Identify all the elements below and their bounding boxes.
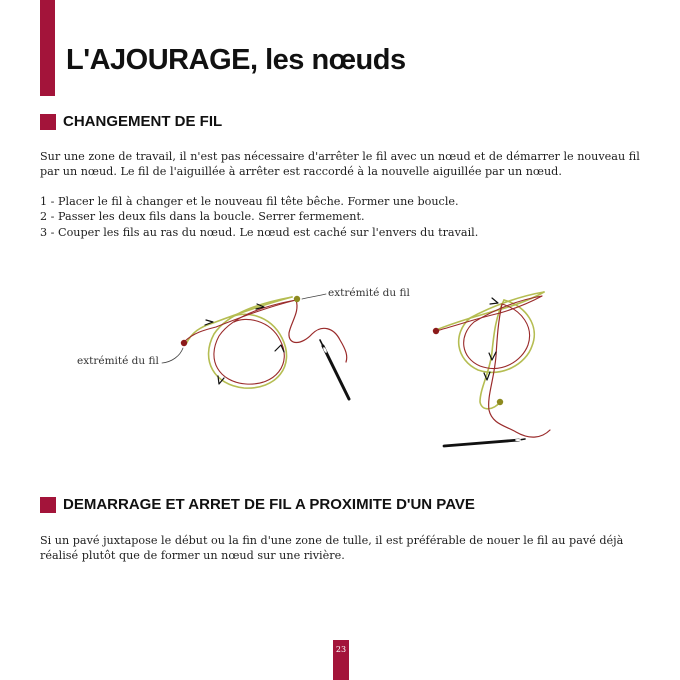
page-title: L'AJOURAGE, les nœuds <box>66 44 406 76</box>
fig2-red-down <box>489 304 550 437</box>
page-number: 23 <box>335 645 347 654</box>
section-marker <box>40 497 56 513</box>
old-thread-left <box>184 300 296 342</box>
needle-1 <box>323 346 349 399</box>
section-heading-demarrage: DEMARRAGE ET ARRET DE FIL A PROXIMITE D'UN PAVE <box>63 496 475 513</box>
section-intro-changement: Sur une zone de travail, il n'est pas nécessaire d'arrêter le fil avec un nœud et de démarrer le nouveau fil par un nœud. Le fil de l'aiguillée à arrêter est raccordé à la nouvelle aiguillée par un nœud. <box>40 150 640 178</box>
label-leader-top <box>302 294 326 299</box>
thread-end-red <box>181 340 187 346</box>
needle-1-tip <box>320 340 323 346</box>
fig2-thread-end-red <box>433 328 439 334</box>
section-intro-demarrage: Si un pavé juxtapose le début ou la fin d'une zone de tulle, il est préférable de nouer le fil au pavé déjà réalisé plutôt que de former un nœud sur une rivière. <box>40 534 624 562</box>
step-3: 3 - Couper les fils au ras du nœud. Le nœud est caché sur l'envers du travail. <box>40 226 479 239</box>
figure-label-left: extrémité du fil <box>77 355 159 367</box>
new-thread-loop <box>209 297 292 388</box>
needle-2 <box>444 440 519 446</box>
step-2: 2 - Passer les deux fils dans la boucle. Serrer fermement. <box>40 210 365 223</box>
fig2-arrow-1 <box>490 298 498 304</box>
section-heading-changement: CHANGEMENT DE FIL <box>63 113 223 130</box>
fig2-olive-left <box>436 292 544 330</box>
step-1: 1 - Placer le fil à changer et le nouveau fil tête bêche. Former une boucle. <box>40 195 459 208</box>
figure-label-top: extrémité du fil <box>328 287 410 299</box>
thread-end-olive <box>294 296 300 302</box>
fig2-thread-end-olive <box>497 399 503 405</box>
old-thread-tail <box>289 300 347 362</box>
fig2-red-loop <box>464 296 542 368</box>
label-leader-left <box>162 348 183 363</box>
